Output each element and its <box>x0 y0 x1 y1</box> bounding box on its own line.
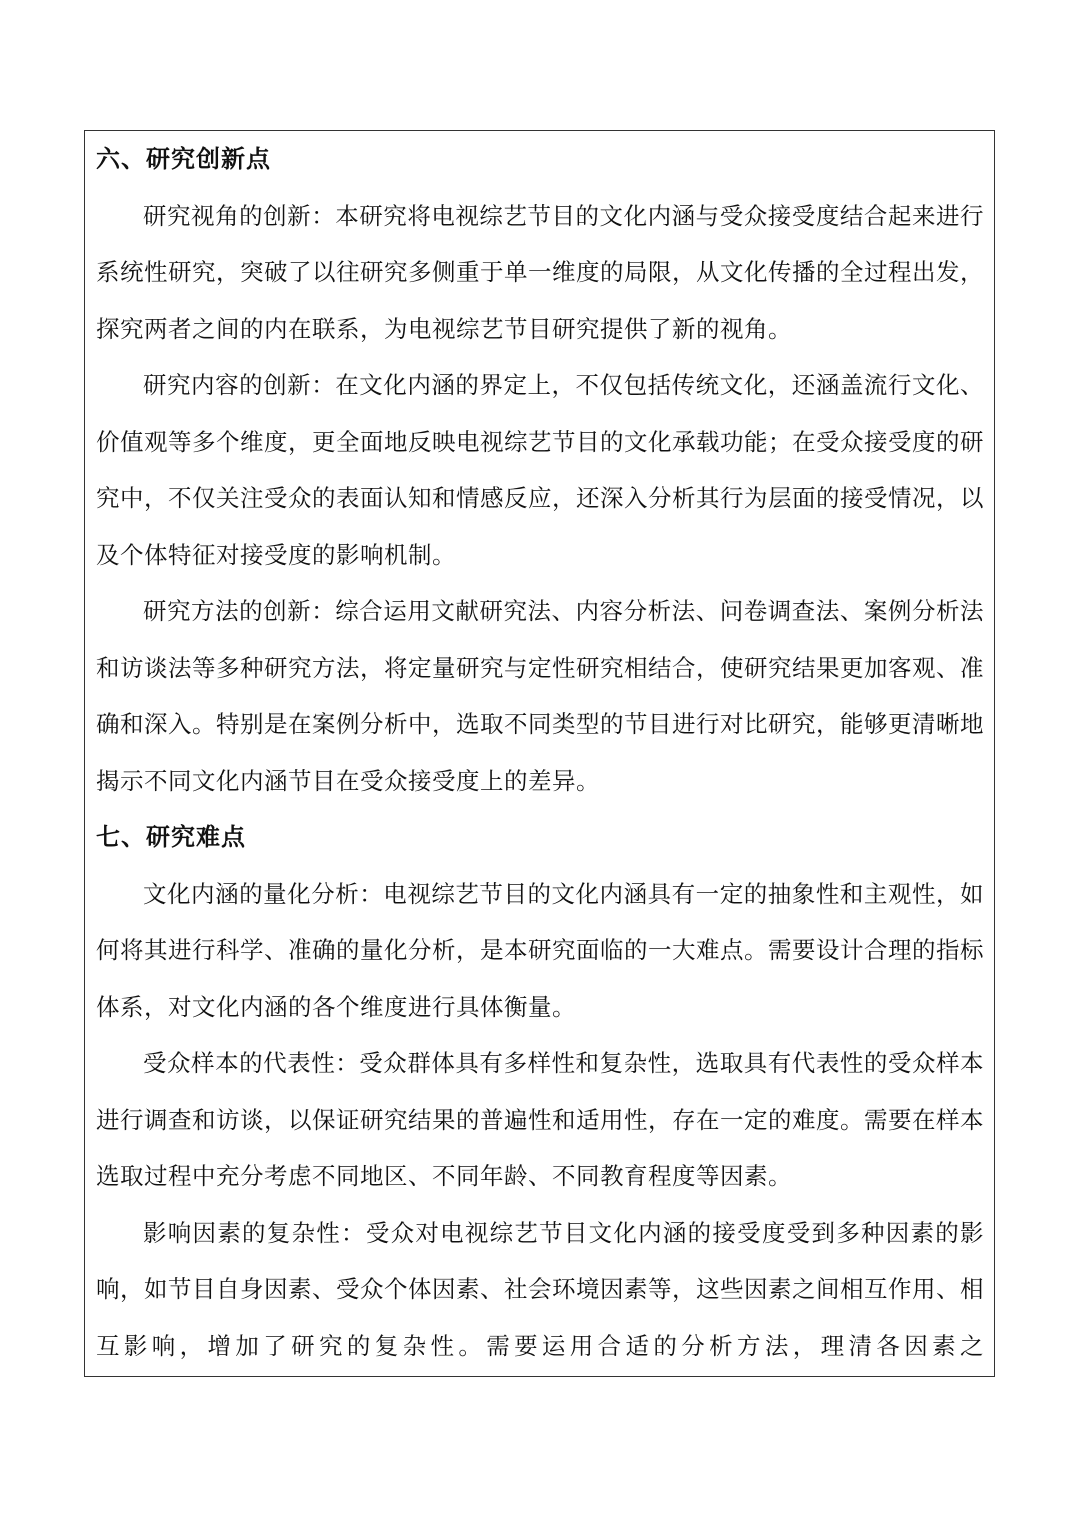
section-heading-innovation: 六、研究创新点 <box>96 145 271 173</box>
paragraph-sample-difficulty: 受众样本的代表性：受众群体具有多样性和复杂性，选取具有代表性的受众样本进行调查和访谈，以保证研究结果的普遍性和适用性，存在一定的难度。需要在样本选取过程中充分考虑不同地区、不同年龄、不同教育程度等因素。 <box>96 1049 984 1190</box>
document-content <box>96 131 984 1374</box>
paragraph-quantification-difficulty: 文化内涵的量化分析：电视综艺节目的文化内涵具有一定的抽象性和主观性，如何将其进行科学、准确的量化分析，是本研究面临的一大难点。需要设计合理的指标体系，对文化内涵的各个维度进行具体衡量。 <box>96 879 984 1021</box>
paragraph-factor-difficulty: 影响因素的复杂性：受众对电视综艺节目文化内涵的接受度受到多种因素的影响，如节目自身因素、受众个体因素、社会环境因素等，这些因素之间相互作用、相互影响，增加了研究的复杂性。需要运用合适的分析方法，理清各因素之 <box>96 1218 984 1360</box>
paragraph-method-innovation: 研究方法的创新：综合运用文献研究法、内容分析法、问卷调查法、案例分析法和访谈法等多种研究方法，将定量研究与定性研究相结合，使研究结果更加客观、准确和深入。特别是在案例分析中，选取不同类型的节目进行对比研究，能够更清晰地揭示不同文化内涵节目在受众接受度上的差异。 <box>96 597 984 795</box>
document-table-cell <box>84 130 995 1377</box>
section-heading-difficulties: 七、研究难点 <box>96 823 246 851</box>
paragraph-content-innovation: 研究内容的创新：在文化内涵的界定上，不仅包括传统文化，还涵盖流行文化、价值观等多个维度，更全面地反映电视综艺节目的文化承载功能；在受众接受度的研究中，不仅关注受众的表面认知和情感反应，还深入分析其行为层面的接受情况，以及个体特征对接受度的影响机制。 <box>96 371 984 569</box>
paragraph-perspective-innovation: 研究视角的创新：本研究将电视综艺节目的文化内涵与受众接受度结合起来进行系统性研究，突破了以往研究多侧重于单一维度的局限，从文化传播的全过程出发，探究两者之间的内在联系，为电视综艺节目研究提供了新的视角。 <box>96 201 984 343</box>
